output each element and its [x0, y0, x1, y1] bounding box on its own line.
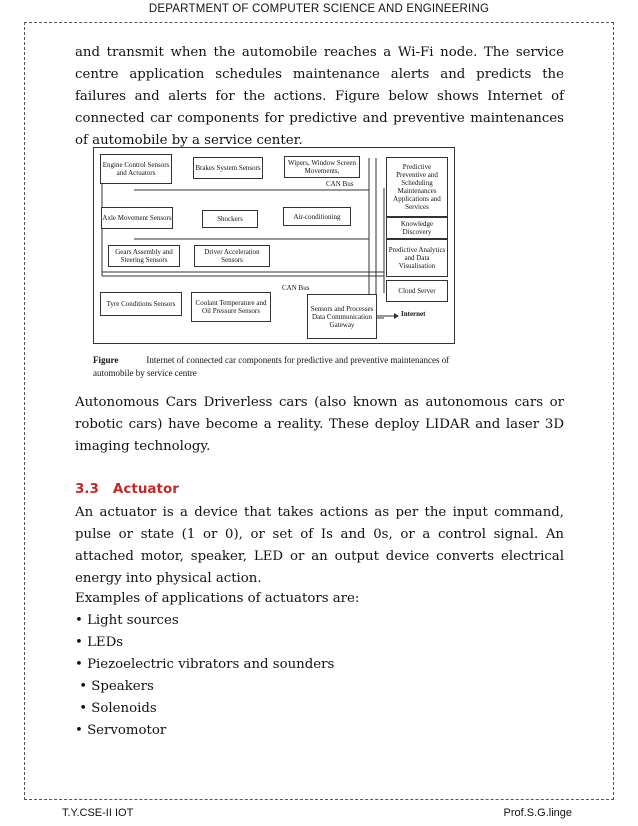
internet-arrow-head: [394, 313, 399, 319]
can-bus-bottom-label: CAN Bus: [282, 284, 310, 292]
list-item: • Piezoelectric vibrators and sounders: [75, 657, 335, 672]
box-analytics: Predictive Analytics and Data Visualisation: [386, 239, 448, 277]
box-shockers: Shockers: [202, 210, 258, 228]
page-header: DEPARTMENT OF COMPUTER SCIENCE AND ENGINEERING: [148, 3, 490, 15]
list-item: • LEDs: [75, 635, 124, 650]
caption-label: Figure: [93, 355, 119, 365]
box-tyre: Tyre Conditions Sensors: [100, 292, 182, 316]
caption-text: Internet of connected car components for predictive and preventive maintenances of automobile by service centre: [93, 355, 450, 378]
can-bus-top-label: CAN Bus: [326, 180, 354, 188]
section-title: Actuator: [112, 481, 179, 497]
list-item: • Solenoids: [75, 701, 157, 716]
examples-list: [75, 610, 334, 742]
box-brakes: Brakes System Sensors: [193, 157, 263, 179]
box-predictive: Predictive Preventive and Scheduling Maintenances Applications and Services: [386, 157, 448, 217]
figure-diagram: [93, 147, 455, 344]
box-wipers: Wipers, Window Screen Movements,: [284, 156, 360, 178]
footer-right: Prof.S.G.linge: [503, 807, 572, 819]
box-axle: Axle Movement Sensors: [101, 207, 173, 229]
box-engine: Engine Control Sensors and Actuators: [100, 154, 172, 184]
footer-left: T.Y.CSE-II IOT: [62, 807, 134, 819]
list-item: • Servomotor: [75, 723, 167, 738]
box-coolant: Coolant Temperature and Oil Pressure Sensors: [191, 292, 271, 322]
box-gears: Gears Assembly and Steering Sensors: [108, 245, 180, 267]
list-item: • Light sources: [75, 613, 179, 628]
box-driver: Driver Acceleration Sensors: [194, 245, 270, 267]
box-cloud: Cloud Server: [386, 280, 448, 302]
autonomous-paragraph: Autonomous Cars Driverless cars (also known as autonomous cars or robotic cars) have become a reality. These deploy LIDAR and laser 3D imaging technology.: [75, 395, 564, 454]
section-heading: [75, 481, 193, 497]
examples-intro: Examples of applications of actuators are:: [75, 591, 360, 606]
internet-label: Internet: [401, 310, 426, 318]
box-aircon: Air-conditioning: [283, 207, 351, 226]
figure-caption: [93, 354, 463, 380]
list-item: • Speakers: [75, 679, 154, 694]
section-number: 3.3: [75, 481, 99, 497]
intro-paragraph: and transmit when the automobile reaches a Wi-Fi node. The service centre application schedules maintenance alerts and predicts the failures and alerts for the actions. Figure below shows Internet of connected car components for predictive and preventive maintenances of automobile by a service center.: [75, 45, 564, 148]
actuator-definition: An actuator is a device that takes actions as per the input command, pulse or state (1 or 0), or set of Is and 0s, or a control signal. An attached motor, speaker, LED or an output device converts electrical energy into physical action.: [75, 505, 564, 586]
box-gateway: Sensors and Processes Data Communication Gateway: [307, 294, 377, 339]
box-knowledge: Knowledge Discovery: [386, 217, 448, 239]
